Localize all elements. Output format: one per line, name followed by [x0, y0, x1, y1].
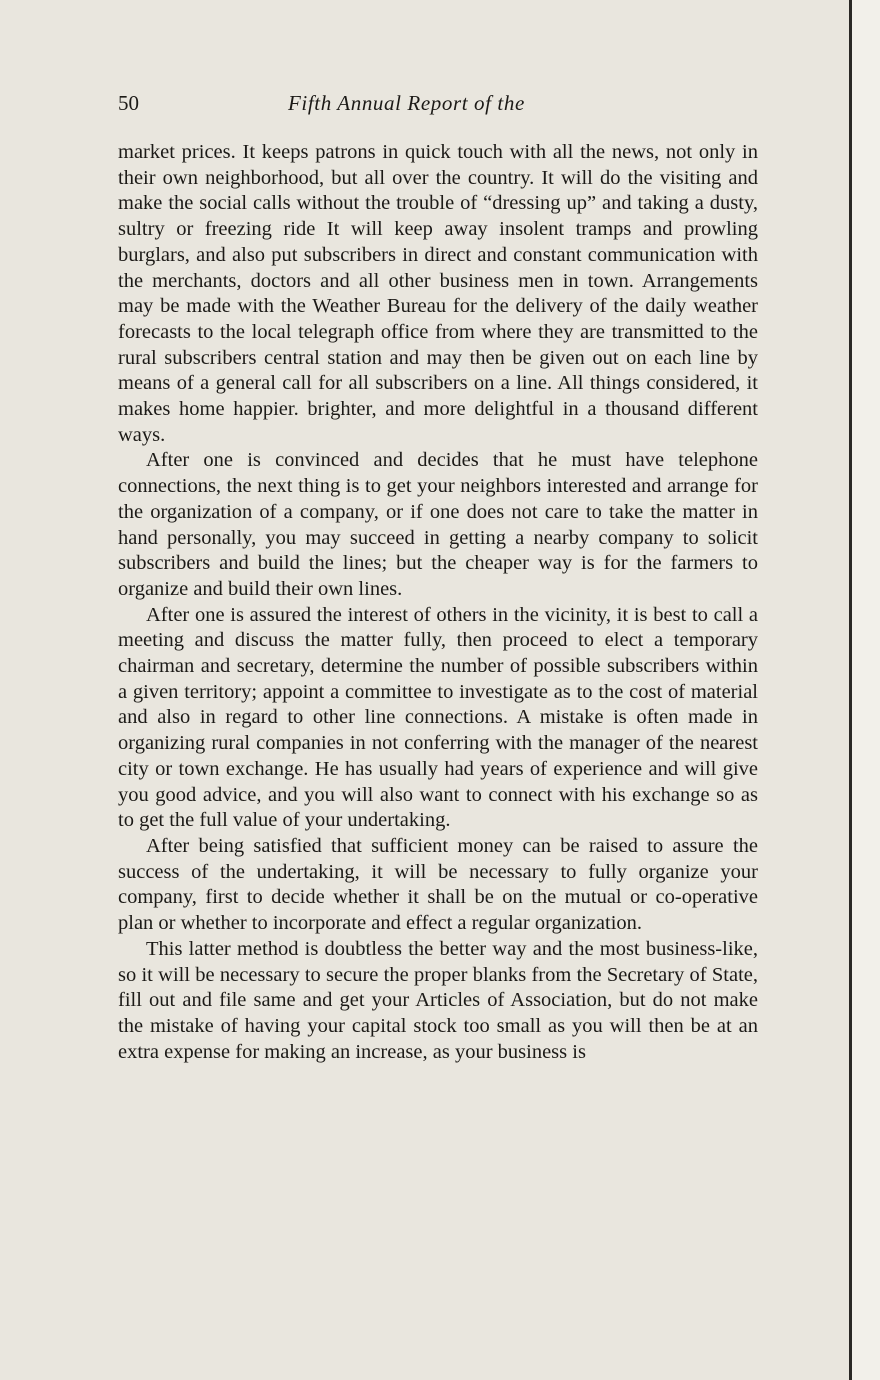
- paragraph-5: This latter method is doubtless the better way and the most business-like, so it will be necessary to secure the proper blanks from the Secretary of State, fill out and file same and get your Articles of Association, but do not make the mistake of having your capital stock too small as you will then be at an extra expense for making an increase, as your business is: [118, 937, 758, 1063]
- body-text: [118, 140, 758, 1065]
- paragraph-4: After being satisfied that sufficient money can be raised to assure the success of the undertaking, it will be necessary to fully organize your company, first to decide whether it shall be on the mutual or co-operative plan or whether to incorporate and effect a regular organization.: [118, 834, 758, 935]
- paragraph-1: market prices. It keeps patrons in quick touch with all the news, not only in their own neighborhood, but all over the country. It will do the visiting and make the social calls without the trouble of “dressing up” and taking a dusty, sultry or freezing ride It will keep away insolent tramps and prowling burglars, and also put subscribers in direct and constant communication with the merchants, doctors and all other business men in town. Arrangements may be made with the Weather Bureau for the delivery of the daily weather forecasts to the local telegraph office from where they are transmitted to the rural subscribers central station and may then be given out on each line by means of a general call for all subscribers on a line. All things considered, it makes home happier. brighter, and more delightful in a thousand different ways.: [118, 141, 758, 446]
- page-margin: [852, 0, 880, 1380]
- page-edge-line: [849, 0, 852, 1380]
- paragraph-2: After one is convinced and decides that he must have telephone connections, the next thing is to get your neighbors interested and arrange for the organization of a company, or if one does not care to take the matter in hand personally, you may succeed in getting a nearby company to solicit subscribers and build the lines; but the cheaper way is for the farmers to organize and build their own lines.: [118, 449, 758, 600]
- page-number: 50: [118, 91, 139, 115]
- page-header: [118, 88, 758, 118]
- paragraph-3: After one is assured the interest of others in the vicinity, it is best to call a meeting and discuss the matter fully, then proceed to elect a temporary chairman and secretary, determine the number of possible subscribers within a given territory; appoint a committee to investigate as to the cost of material and also in regard to other line connections. A mistake is often made in organizing rural companies in not conferring with the manager of the nearest city or town exchange. He has usually had years of experience and will give you good advice, and you will also want to connect with his exchange so as to get the full value of your undertaking.: [118, 603, 758, 832]
- running-title: Fifth Annual Report of the: [288, 91, 525, 115]
